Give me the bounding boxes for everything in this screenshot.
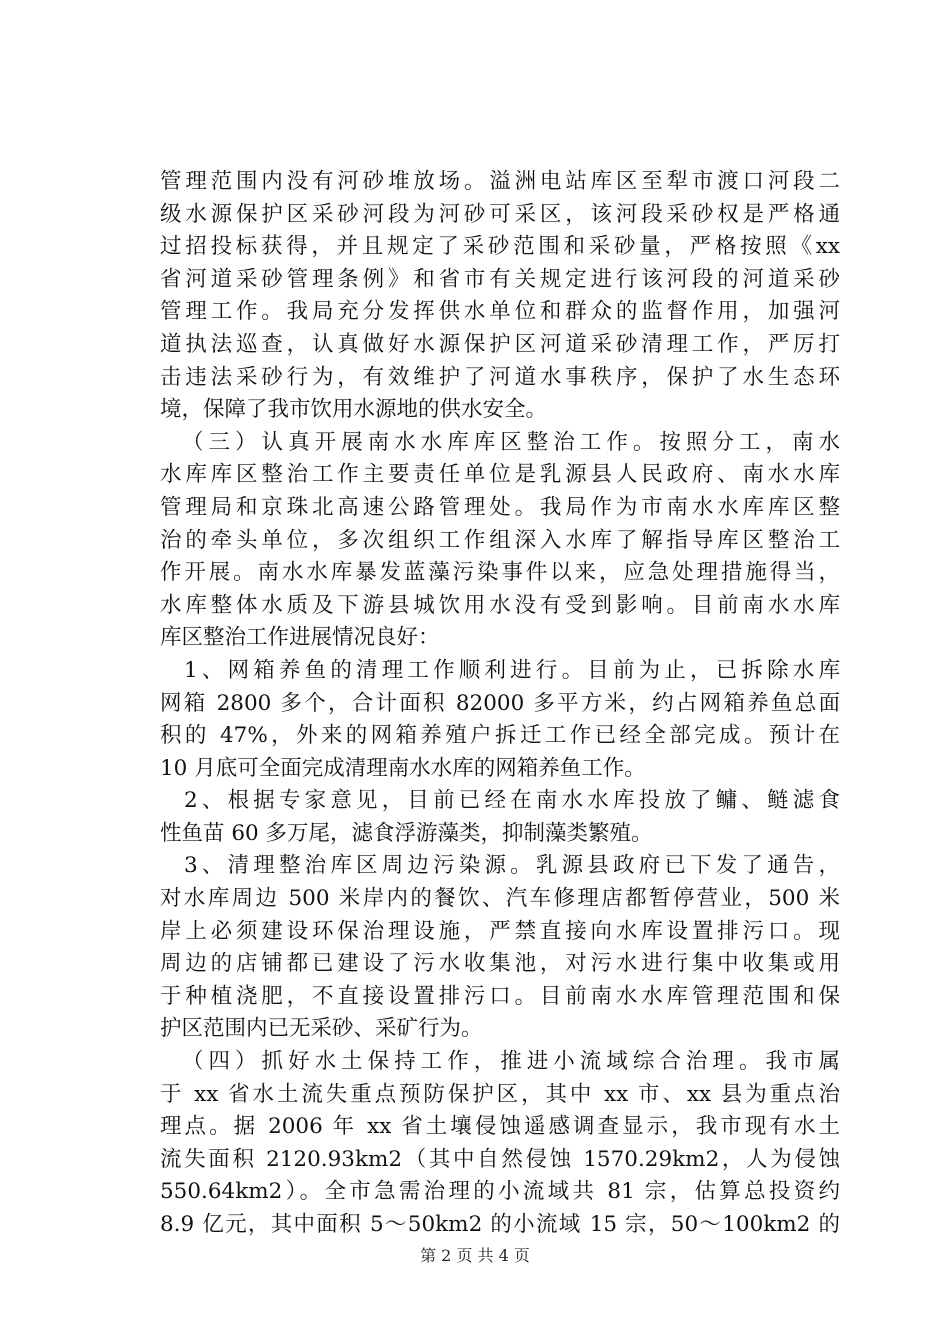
- text-line: 流失面积 2120.93km2（其中自然侵蚀 1570.29km2，人为侵蚀: [160, 1146, 840, 1172]
- text-line: 于种植浇肥，不直接设置排污口。目前南水水库管理范围和保: [160, 983, 840, 1009]
- text-line: 550.64km2）。全市急需治理的小流域共 81 宗，估算总投资约: [160, 1179, 840, 1205]
- text-line: 对水库周边 500 米岸内的餐饮、汽车修理店都暂停营业，500 米: [160, 886, 840, 912]
- text-line: 管理局和京珠北高速公路管理处。我局作为市南水水库库区整: [160, 494, 840, 520]
- text-line: 积的 47%，外来的网箱养殖户拆迁工作已经全部完成。预计在: [160, 723, 840, 749]
- text-line: 10 月底可全面完成清理南水水库的网箱养鱼工作。: [160, 755, 646, 781]
- document-body: [160, 166, 840, 1242]
- text-line: 库区整治工作进展情况良好：: [160, 625, 440, 651]
- text-line: 级水源保护区采砂河段为河砂可采区，该河段采砂权是严格通: [160, 201, 840, 227]
- text-line: 省河道采砂管理条例》和省市有关规定进行该河段的河道采砂: [160, 266, 840, 292]
- text-line: 过招投标获得，并且规定了采砂范围和采砂量，严格按照《xx: [160, 234, 840, 260]
- text-line: 护区范围内已无采砂、采矿行为。: [160, 1016, 483, 1042]
- text-line: 作开展。南水水库暴发蓝藻污染事件以来，应急处理措施得当，: [160, 560, 840, 586]
- text-line: 8.9 亿元，其中面积 5～50km2 的小流域 15 宗，50～100km2 的: [160, 1212, 840, 1237]
- text-line: 周边的店铺都已建设了污水收集池，对污水进行集中收集或用: [160, 951, 840, 977]
- text-line: 击违法采砂行为，有效维护了河道水事秩序，保护了水生态环: [160, 364, 840, 390]
- text-line: 网箱 2800 多个，合计面积 82000 多平方米，约占网箱养鱼总面: [160, 690, 840, 716]
- text-line: 理点。据 2006 年 xx 省土壤侵蚀遥感调查显示，我市现有水土: [160, 1114, 840, 1140]
- text-line: 治的牵头单位，多次组织工作组深入水库了解指导库区整治工: [160, 527, 840, 553]
- text-line: 性鱼苗 60 多万尾，滤食浮游藻类，抑制藻类繁殖。: [160, 820, 653, 846]
- text-line: 岸上必须建设环保治理设施，严禁直接向水库设置排污口。现: [160, 918, 840, 944]
- text-line: 管理工作。我局充分发挥供水单位和群众的监督作用，加强河: [160, 299, 840, 325]
- text-line: 境，保障了我市饮用水源地的供水安全。: [160, 397, 548, 423]
- text-line: 水库库区整治工作主要责任单位是乳源县人民政府、南水水库: [160, 462, 840, 488]
- list-item-line: 3、清理整治库区周边污染源。乳源县政府已下发了通告，: [184, 853, 840, 879]
- text-line: 管理范围内没有河砂堆放场。溢洲电站库区至犁市渡口河段二: [160, 169, 840, 194]
- text-line: 道执法巡查，认真做好水源保护区河道采砂清理工作，严厉打: [160, 331, 840, 357]
- section-heading-line: （四）抓好水土保持工作，推进小流域综合治理。我市属: [182, 1049, 840, 1075]
- page-number-footer: 第 2 页 共 4 页: [420, 1246, 530, 1265]
- list-item-line: 2、根据专家意见，目前已经在南水水库投放了鳙、鲢滤食: [184, 788, 840, 814]
- section-heading-line: （三）认真开展南水水库库区整治工作。按照分工，南水: [182, 429, 840, 455]
- text-line: 于 xx 省水土流失重点预防保护区，其中 xx 市、xx 县为重点治: [160, 1081, 840, 1107]
- list-item-line: 1、网箱养鱼的清理工作顺利进行。目前为止，已拆除水库: [184, 657, 840, 683]
- text-line: 水库整体水质及下游县城饮用水没有受到影响。目前南水水库: [160, 592, 840, 618]
